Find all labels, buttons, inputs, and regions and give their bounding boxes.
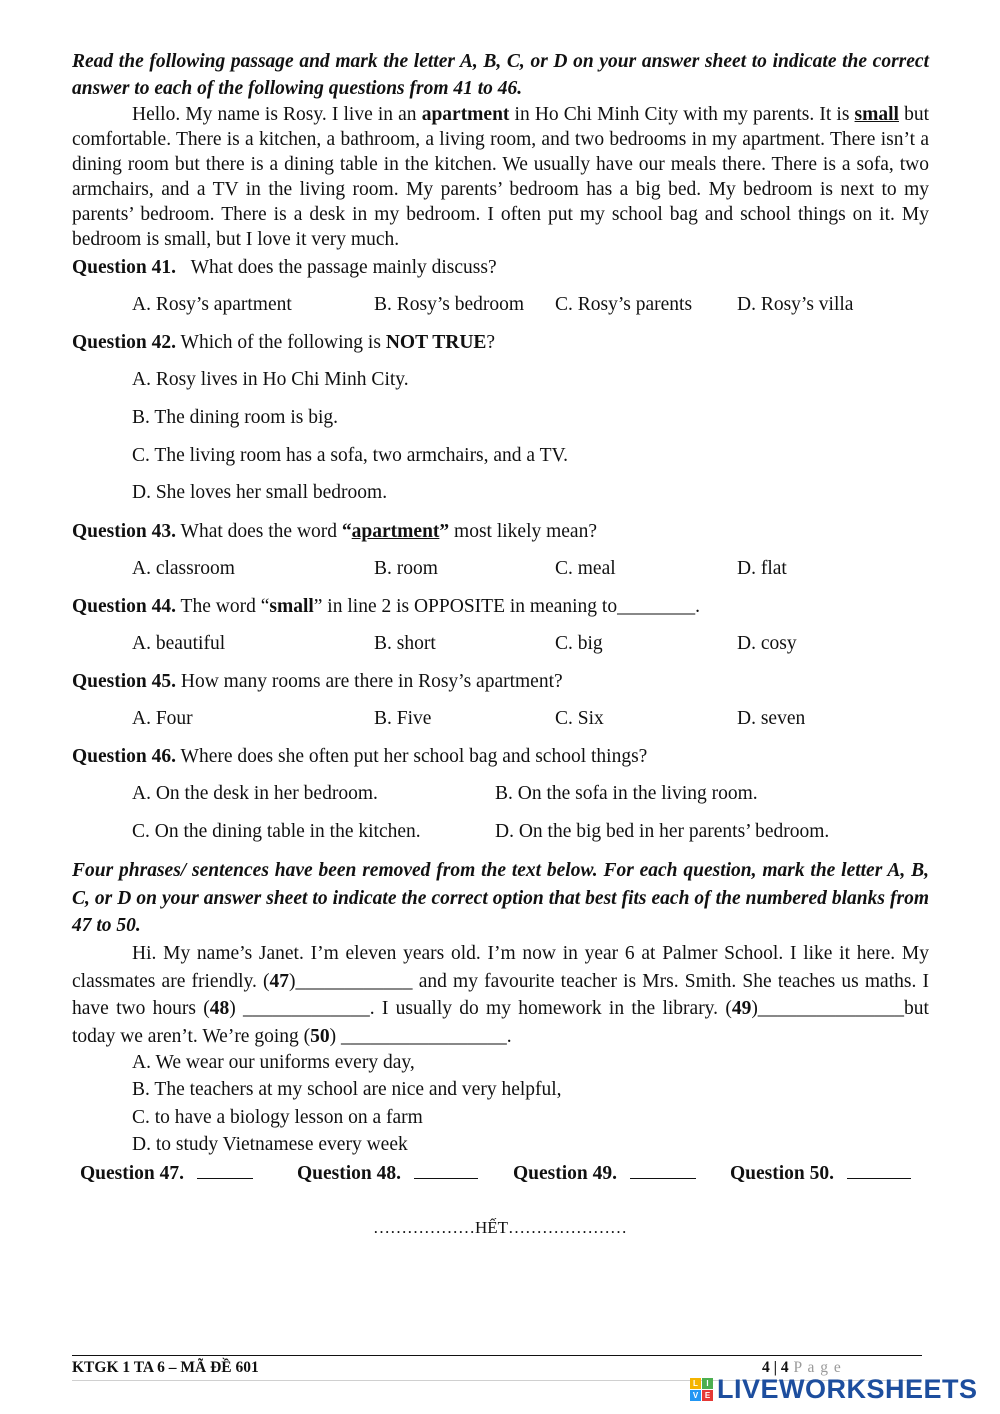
passage2-text-4[interactable]: )_______________but today we aren’t. We’re going ( bbox=[72, 998, 929, 1047]
question-42-text: Which of the following is bbox=[180, 332, 386, 353]
question-43 bbox=[72, 520, 929, 544]
question-42-label: Question 42. bbox=[72, 332, 177, 353]
q46-option-c[interactable]: C. On the dining table in the kitchen. bbox=[132, 821, 421, 842]
q45-option-b[interactable]: B. Five bbox=[374, 708, 432, 729]
question-43-quote-open: “ bbox=[341, 521, 352, 542]
q42-option-b[interactable]: B. The dining room is big. bbox=[132, 407, 339, 428]
question-46 bbox=[72, 745, 929, 769]
blank-number-50: 50 bbox=[310, 1025, 330, 1047]
logo-tile-e: E bbox=[702, 1390, 713, 1401]
question-46-label: Question 46. bbox=[72, 746, 177, 767]
passage-text-3: but comfortable. There is a kitchen, a bathroom, a living room, and two bedrooms in my apartment. There isn’t a dining room but there is a dining table in the kitchen. We usually have our meals there. There is a sofa, two armchairs, and a TV in the living room. My parents’ bedroom has a big bed. My bedroom is next to my parents’ bedroom. There is a desk in my bedroom. I often put my school bag and school things on it. My bedroom is small, but I love it very much. bbox=[72, 104, 930, 250]
blank-number-48: 48 bbox=[209, 998, 230, 1019]
question-42 bbox=[72, 331, 929, 355]
question-41-text: What does the passage mainly discuss? bbox=[190, 257, 497, 278]
answer-50 bbox=[730, 1162, 911, 1185]
q43-option-b[interactable]: B. room bbox=[374, 558, 438, 579]
question-42-emphasis: NOT TRUE bbox=[385, 332, 487, 353]
question-44-text: The word “ bbox=[180, 596, 270, 617]
answer-47 bbox=[80, 1162, 253, 1185]
liveworksheets-text: LIVEWORKSHEETS bbox=[717, 1374, 978, 1404]
logo-tile-i: I bbox=[702, 1378, 713, 1389]
footer-divider bbox=[72, 1355, 922, 1356]
q41-option-b[interactable]: B. Rosy’s bedroom bbox=[374, 294, 525, 315]
answer-48 bbox=[297, 1162, 478, 1185]
question-45-text: How many rooms are there in Rosy’s apartment? bbox=[180, 671, 563, 692]
question-45 bbox=[72, 670, 929, 694]
passage2-text-5[interactable]: ) _________________. bbox=[329, 1025, 512, 1047]
section2-option-b: B. The teachers at my school are nice and very helpful, bbox=[132, 1079, 562, 1100]
liveworksheets-logo-icon bbox=[690, 1378, 713, 1401]
q43-option-a[interactable]: A. classroom bbox=[132, 558, 235, 579]
q42-option-d[interactable]: D. She loves her small bedroom. bbox=[132, 482, 388, 503]
passage-text-2: in Ho Chi Minh City with my parents. It is bbox=[509, 104, 855, 125]
liveworksheets-watermark bbox=[690, 1374, 978, 1405]
q46-option-d[interactable]: D. On the big bed in her parents’ bedroom. bbox=[495, 821, 830, 842]
question-44-word: small bbox=[269, 596, 314, 617]
section2-option-d: D. to study Vietnamese every week bbox=[132, 1134, 408, 1155]
q42-option-a[interactable]: A. Rosy lives in Ho Chi Minh City. bbox=[132, 369, 409, 390]
answer-50-label: Question 50. bbox=[730, 1163, 835, 1184]
section2-option-a: A. We wear our uniforms every day, bbox=[132, 1052, 415, 1073]
question-43-text-end: most likely mean? bbox=[449, 521, 597, 542]
end-mark: ………………HẾT………………… bbox=[372, 1218, 628, 1237]
page-word: P a g e bbox=[788, 1359, 842, 1376]
answer-49-blank[interactable] bbox=[630, 1162, 696, 1179]
section1-instruction: Read the following passage and mark the letter A, B, C, or D on your answer sheet to indicate the correct answer to each of the following questions from 41 to 46. bbox=[72, 51, 929, 99]
q43-option-d[interactable]: D. flat bbox=[737, 558, 787, 579]
footer-code: KTGK 1 TA 6 – MÃ ĐỀ 601 bbox=[72, 1359, 259, 1376]
logo-tile-v: V bbox=[690, 1390, 701, 1401]
question-45-label: Question 45. bbox=[72, 671, 177, 692]
answer-48-blank[interactable] bbox=[414, 1162, 478, 1179]
question-44-text-mid: ” in line 2 is OPPOSITE in meaning to bbox=[313, 596, 618, 617]
question-44 bbox=[72, 595, 929, 619]
question-43-word: apartment bbox=[351, 521, 440, 542]
question-44-blank[interactable]: ________. bbox=[617, 596, 700, 617]
q41-option-c[interactable]: C. Rosy’s parents bbox=[555, 294, 693, 315]
q46-option-b[interactable]: B. On the sofa in the living room. bbox=[495, 783, 758, 804]
question-43-label: Question 43. bbox=[72, 521, 177, 542]
question-44-label: Question 44. bbox=[72, 596, 177, 617]
question-41-label: Question 41. bbox=[72, 257, 177, 278]
question-43-quote-close: ” bbox=[439, 521, 450, 542]
q41-option-d[interactable]: D. Rosy’s villa bbox=[737, 294, 854, 315]
blank-number-49: 49 bbox=[731, 998, 752, 1019]
q44-option-a[interactable]: A. beautiful bbox=[132, 633, 226, 654]
q41-option-a[interactable]: A. Rosy’s apartment bbox=[132, 294, 292, 315]
q46-option-a[interactable]: A. On the desk in her bedroom. bbox=[132, 783, 378, 804]
q45-option-a[interactable]: A. Four bbox=[132, 708, 193, 729]
passage-janet bbox=[72, 940, 929, 1050]
question-42-mark: ? bbox=[486, 332, 496, 353]
q43-option-c[interactable]: C. meal bbox=[555, 558, 616, 579]
answer-49-label: Question 49. bbox=[513, 1163, 618, 1184]
q44-option-d[interactable]: D. cosy bbox=[737, 633, 797, 654]
page-number-total: 4 bbox=[780, 1359, 789, 1376]
passage2-text-2[interactable]: )____________ and my favourite teacher is Mrs. Smith. She teaches us maths. I have two hours ( bbox=[72, 970, 930, 1019]
passage2-text-3[interactable]: ) _____________. I usually do my homework in the library. ( bbox=[229, 998, 732, 1019]
q44-option-c[interactable]: C. big bbox=[555, 633, 603, 654]
answer-49 bbox=[513, 1162, 696, 1185]
question-41 bbox=[72, 256, 929, 280]
answer-47-label: Question 47. bbox=[80, 1163, 185, 1184]
q42-option-c[interactable]: C. The living room has a sofa, two armchairs, and a TV. bbox=[132, 445, 568, 466]
passage2-text-1: Hi. My name’s Janet. I’m eleven years old. I’m now in year 6 at Palmer School. I like it here. My classmates are friendly. ( bbox=[72, 943, 929, 992]
q44-option-b[interactable]: B. short bbox=[374, 633, 436, 654]
section2-instruction: Four phrases/ sentences have been removed from the text below. For each question, mark the letter A, B, C, or D on your answer sheet to indicate the correct option that best fits each of the numbered blanks from 47 to 50. bbox=[72, 860, 929, 936]
section2-option-c: C. to have a biology lesson on a farm bbox=[132, 1107, 423, 1128]
keyword-small: small bbox=[854, 104, 899, 125]
page-number-sep: | bbox=[769, 1359, 781, 1376]
question-46-text: Where does she often put her school bag and school things? bbox=[180, 746, 648, 767]
q45-option-c[interactable]: C. Six bbox=[555, 708, 604, 729]
passage-text-1: Hello. My name is Rosy. I live in an bbox=[132, 104, 422, 125]
logo-tile-l: L bbox=[690, 1378, 701, 1389]
passage-rosy bbox=[72, 102, 929, 252]
answer-50-blank[interactable] bbox=[847, 1162, 911, 1179]
page-number-current: 4 bbox=[762, 1359, 770, 1376]
q45-option-d[interactable]: D. seven bbox=[737, 708, 806, 729]
answer-48-label: Question 48. bbox=[297, 1163, 402, 1184]
blank-number-47: 47 bbox=[269, 970, 290, 992]
question-43-text: What does the word bbox=[180, 521, 342, 542]
keyword-apartment: apartment bbox=[421, 104, 510, 125]
answer-47-blank[interactable] bbox=[197, 1162, 253, 1179]
